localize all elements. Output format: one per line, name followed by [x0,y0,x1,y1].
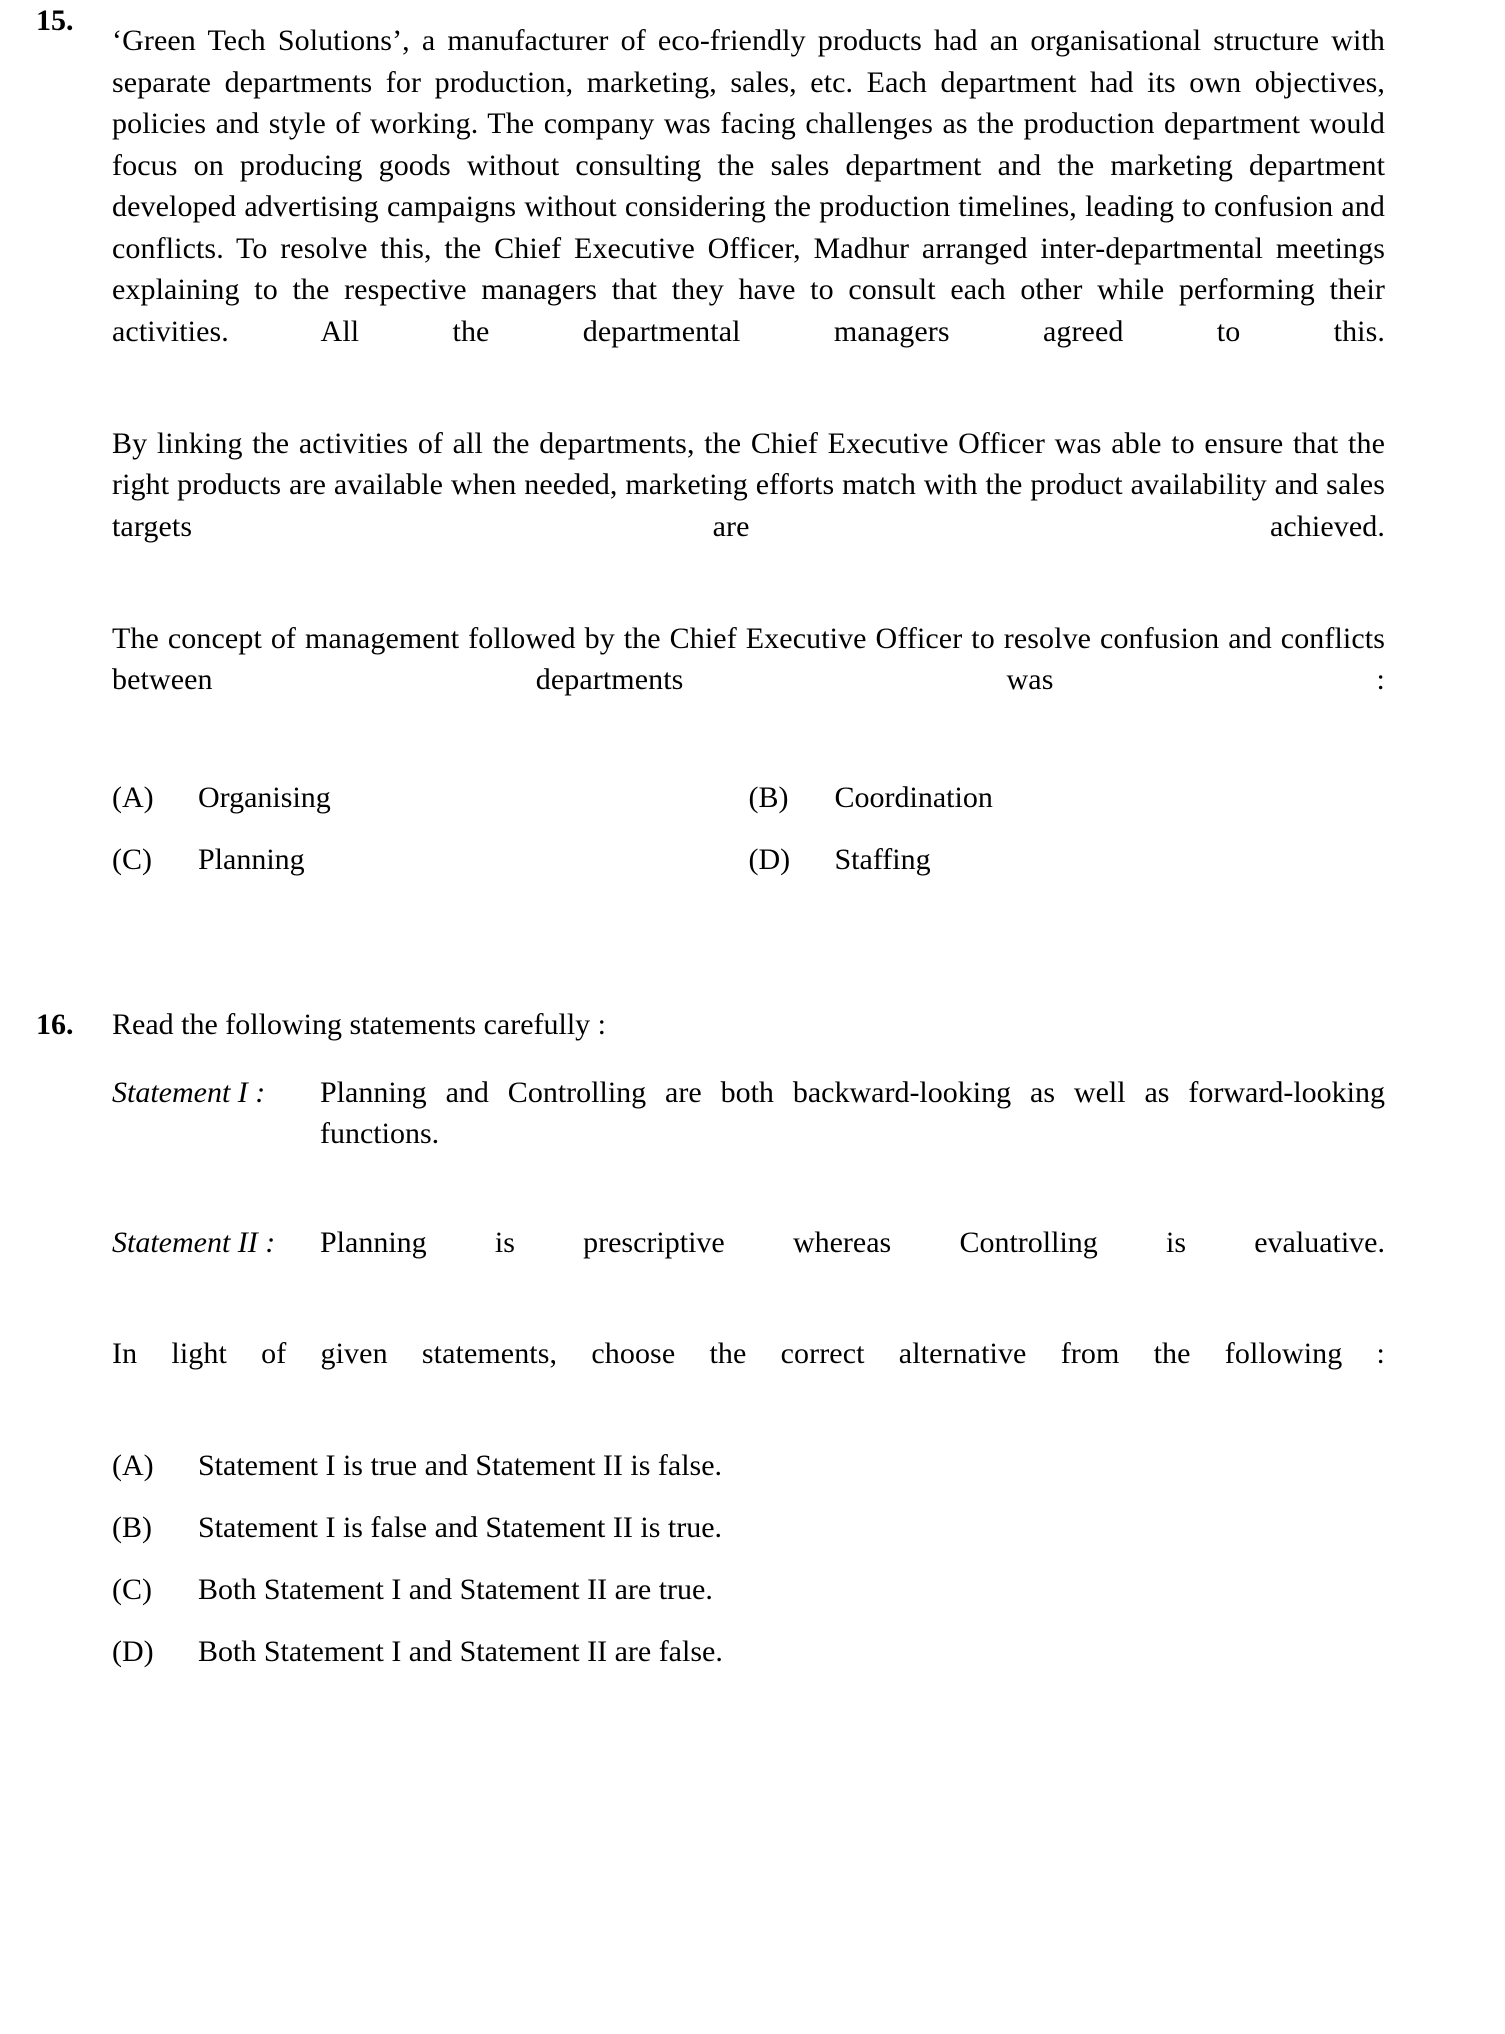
question-15-paragraph-1: ‘Green Tech Solutions’, a manufacturer of eco-friendly products had an organisational structure with separate departments for production, marketing, sales, etc. Each department had its own objectives, policies and style of working. The company was facing challenges as the production department would focus on producing goods without consulting the sales department and the marketing department developed advertising campaigns without considering the production timelines, leading to confusion and conflicts. To resolve this, the Chief Executive Officer, Madhur arranged inter-departmental meetings explaining to the respective managers that they have to consult each other while performing their activities. All the departmental managers agreed to this. [112,24,1385,348]
option-d[interactable] [749,834,1386,886]
question-15-options [112,772,1385,886]
option-row [112,1564,1385,1616]
option-c-tag: (C) [112,1573,152,1606]
question-15-body [112,20,1385,886]
question-16-options [112,1440,1385,1678]
option-b-tag: (B) [112,1511,152,1544]
option-row [112,1440,1385,1492]
question-16-body [112,1004,1385,1678]
statement-1 [112,1072,1385,1197]
option-a[interactable] [112,772,749,824]
option-b-text: Coordination [834,781,993,814]
statement-2 [112,1222,1385,1305]
option-c[interactable] [112,834,749,886]
option-d[interactable] [112,1626,1385,1678]
option-row [112,1502,1385,1554]
question-spacer [0,886,1505,1004]
option-a-tag: (A) [112,1449,154,1482]
option-a-text: Statement I is true and Statement II is false. [198,1449,723,1482]
option-b-text: Statement I is false and Statement II is true. [198,1511,723,1544]
question-15-paragraph-2: By linking the activities of all the departments, the Chief Executive Officer was able to ensure that the right products are available when needed, marketing efforts match with the product availability and sales targets are achieved. [112,426,1385,543]
option-row [112,1626,1385,1678]
option-row [112,834,1385,886]
option-a-text: Organising [198,781,331,814]
question-16-number: 16. [36,1008,74,1041]
option-c[interactable] [112,1564,1385,1616]
question-15-paragraph-3: The concept of management followed by the Chief Executive Officer to resolve confusion and conflicts between departments was : [112,621,1385,696]
question-15-number: 15. [36,4,74,37]
option-c-text: Both Statement I and Statement II are true. [198,1573,713,1606]
statement-1-label: Statement I : [112,1075,266,1109]
statement-2-text: Planning is prescriptive whereas Controlling is evaluative. [320,1226,1385,1259]
option-d-text: Staffing [834,843,931,876]
statement-2-label: Statement II : [112,1226,276,1259]
option-c-tag: (C) [112,843,152,876]
option-b-tag: (B) [748,781,789,814]
question-16-lead: Read the following statements carefully : [112,1008,607,1041]
question-16 [0,1004,1505,1678]
question-16-instruction: In light of given statements, choose the correct alternative from the following : [112,1337,1385,1370]
question-15 [0,0,1505,886]
statement-1-text: Planning and Controlling are both backward-looking as well as forward-looking functions. [320,1075,1385,1150]
option-a[interactable] [112,1440,1385,1492]
option-c-text: Planning [198,843,305,876]
option-b[interactable] [112,1502,1385,1554]
option-a-tag: (A) [112,781,154,814]
option-d-text: Both Statement I and Statement II are false. [198,1635,723,1668]
option-d-tag: (D) [748,843,791,876]
option-d-tag: (D) [112,1635,154,1668]
option-row [112,772,1385,824]
option-b[interactable] [749,772,1386,824]
